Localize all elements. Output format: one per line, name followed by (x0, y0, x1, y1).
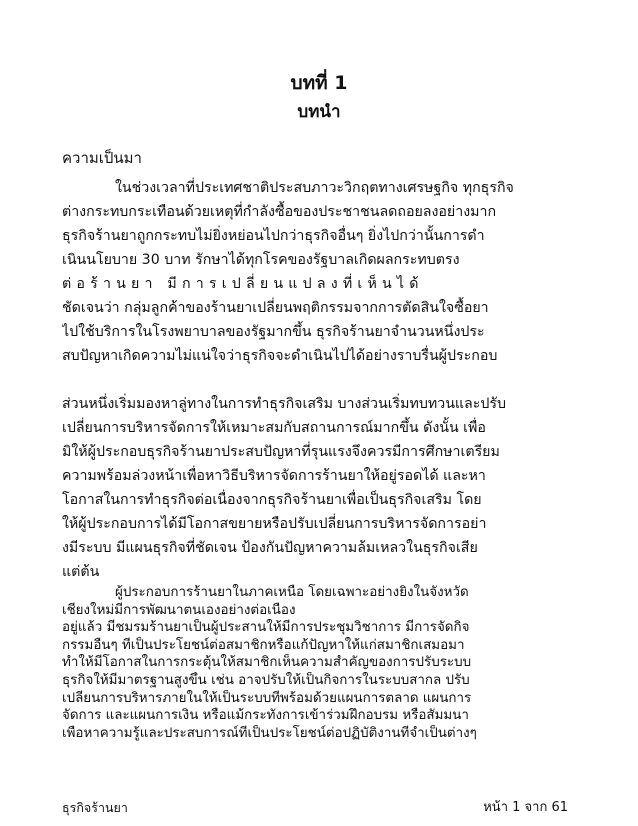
paragraph-line: ชัดเจนว่า กลุ่มลูกค้าของร้านยาเปลี่ยนพฤติกรรมจากการตัดสินใจซื้อยา (62, 300, 489, 316)
paragraph-line: ความพร้อมล่วงหน้าเพื่อหาวิธีบริหารจัดการร้านยาให้อยู่รอดได้ และหา (62, 468, 486, 484)
footer-title: ธุรกิจร้านยา (62, 800, 128, 815)
paragraph-line: จัดการ และแผนการเงิน หรือแม้กระทั่งการเข้าร่วมฝึกอบรม หรือสัมมนา (62, 708, 469, 724)
paragraph-line: อยู่แล้ว มีชมรมร้านยาเป็นผู้ประสานให้มีการประชุมวิชาการ มีการจัดกิจ (62, 620, 470, 636)
paragraph-line: ส่วนหนึ่งเริ่มมองหาลู่ทางในการทำธุรกิจเสริม บางส่วนเริ่มทบทวนและปรับ (62, 396, 506, 412)
paragraph-line: ในช่วงเวลาที่ประเทศชาติประสบภาวะวิกฤตทางเศรษฐกิจ ทุกธุรกิจ (115, 180, 514, 196)
paragraph-line: ให้ผู้ประกอบการได้มีโอกาสขยายหรือปรับเปลี่ยนการบริหารจัดการอย่า (62, 516, 487, 532)
chapter-subtitle: บทนำ (297, 102, 341, 122)
paragraph-line: ต่างกระทบกระเทือนด้วยเหตุที่กำลังซื้อของประชาชนลดถอยลงอย่างมาก (62, 204, 497, 220)
paragraph-line: งมีระบบ มีแผนธุรกิจที่ชัดเจน ป้องกันปัญหาความล้มเหลวในธุรกิจเสีย (62, 540, 478, 556)
paragraph-line: ทำให้มีโอกาสในการกระตุ้นให้สมาชิกเห็นความสำคัญของการปรับระบบ (62, 655, 472, 671)
paragraph-line: ผู้ประกอบการร้านยาในภาคเหนือ โดยเฉพาะอย่างยิ่งในจังหวัด (115, 585, 469, 600)
paragraph-line: ไปใช้บริการในโรงพยาบาลของรัฐมากขึ้น ธุรกิจร้านยาจำนวนหนึ่งประ (62, 324, 485, 340)
paragraph-line: แต่ต้น (62, 564, 100, 580)
paragraph-line: ต่อร้านยา มีการเปลี่ยนแปลงที่เห็นได้ (62, 276, 424, 292)
paragraph-line: เปลี่ยนการบริหารจัดการให้เหมาะสมกับสถานการณ์มากขึ้น ดังนั้น เพื่อ (62, 420, 486, 436)
section-heading: ความเป็นมา (62, 149, 142, 167)
paragraph-line: เพื่อหาความรู้และประสบการณ์ที่เป็นประโยชน์ต่อปฏิบัติงานที่จำเป็นต่างๆ (62, 725, 477, 741)
page-number: หน้า 1 จาก 61 (483, 800, 568, 815)
paragraph-line: เชียงใหม่มีการพัฒนาตนเองอย่างต่อเนื่อง (62, 602, 296, 618)
paragraph-line: กรรมอื่นๆ ที่เป็นประโยชน์ต่อสมาชิกหรือแก้ปัญหาให้แก่สมาชิกเสมอมา (62, 637, 465, 653)
chapter-title: บทที่ 1 (290, 72, 348, 94)
paragraph-line: ธุรกิจร้านยาถูกกระทบไม่ยิ่งหย่อนไปกว่าธุรกิจอื่นๆ ยิ่งไปกว่านั้นการดำ (62, 228, 485, 244)
paragraph-line: ธุรกิจให้มีมาตรฐานสูงขึ้น เช่น อาจปรับให้เป็นกิจการในระบบสากล ปรับ (62, 673, 470, 688)
paragraph-line: โอกาสในการทำธุรกิจต่อเนื่องจากธุรกิจร้านยาเพื่อเป็นธุรกิจเสริม โดย (62, 492, 482, 508)
paragraph-line: เนินนโยบาย 30 บาท รักษาได้ทุกโรคของรัฐบาลเกิดผลกระทบตรง (62, 252, 460, 268)
paragraph-line: เปลี่ยนการบริหารภายในให้เป็นระบบที่พร้อมด้วยแผนการตลาด แผนการ (62, 690, 472, 706)
paragraph-line: สบปัญหาเกิดความไม่แน่ใจว่าธุรกิจจะดำเนินไปได้อย่างราบรื่นผู้ประกอบ (62, 348, 498, 364)
paragraph-line: มิให้ผู้ประกอบธุรกิจร้านยาประสบปัญหาที่รุนแรงจึงควรมีการศึกษาเตรียม (62, 444, 500, 460)
